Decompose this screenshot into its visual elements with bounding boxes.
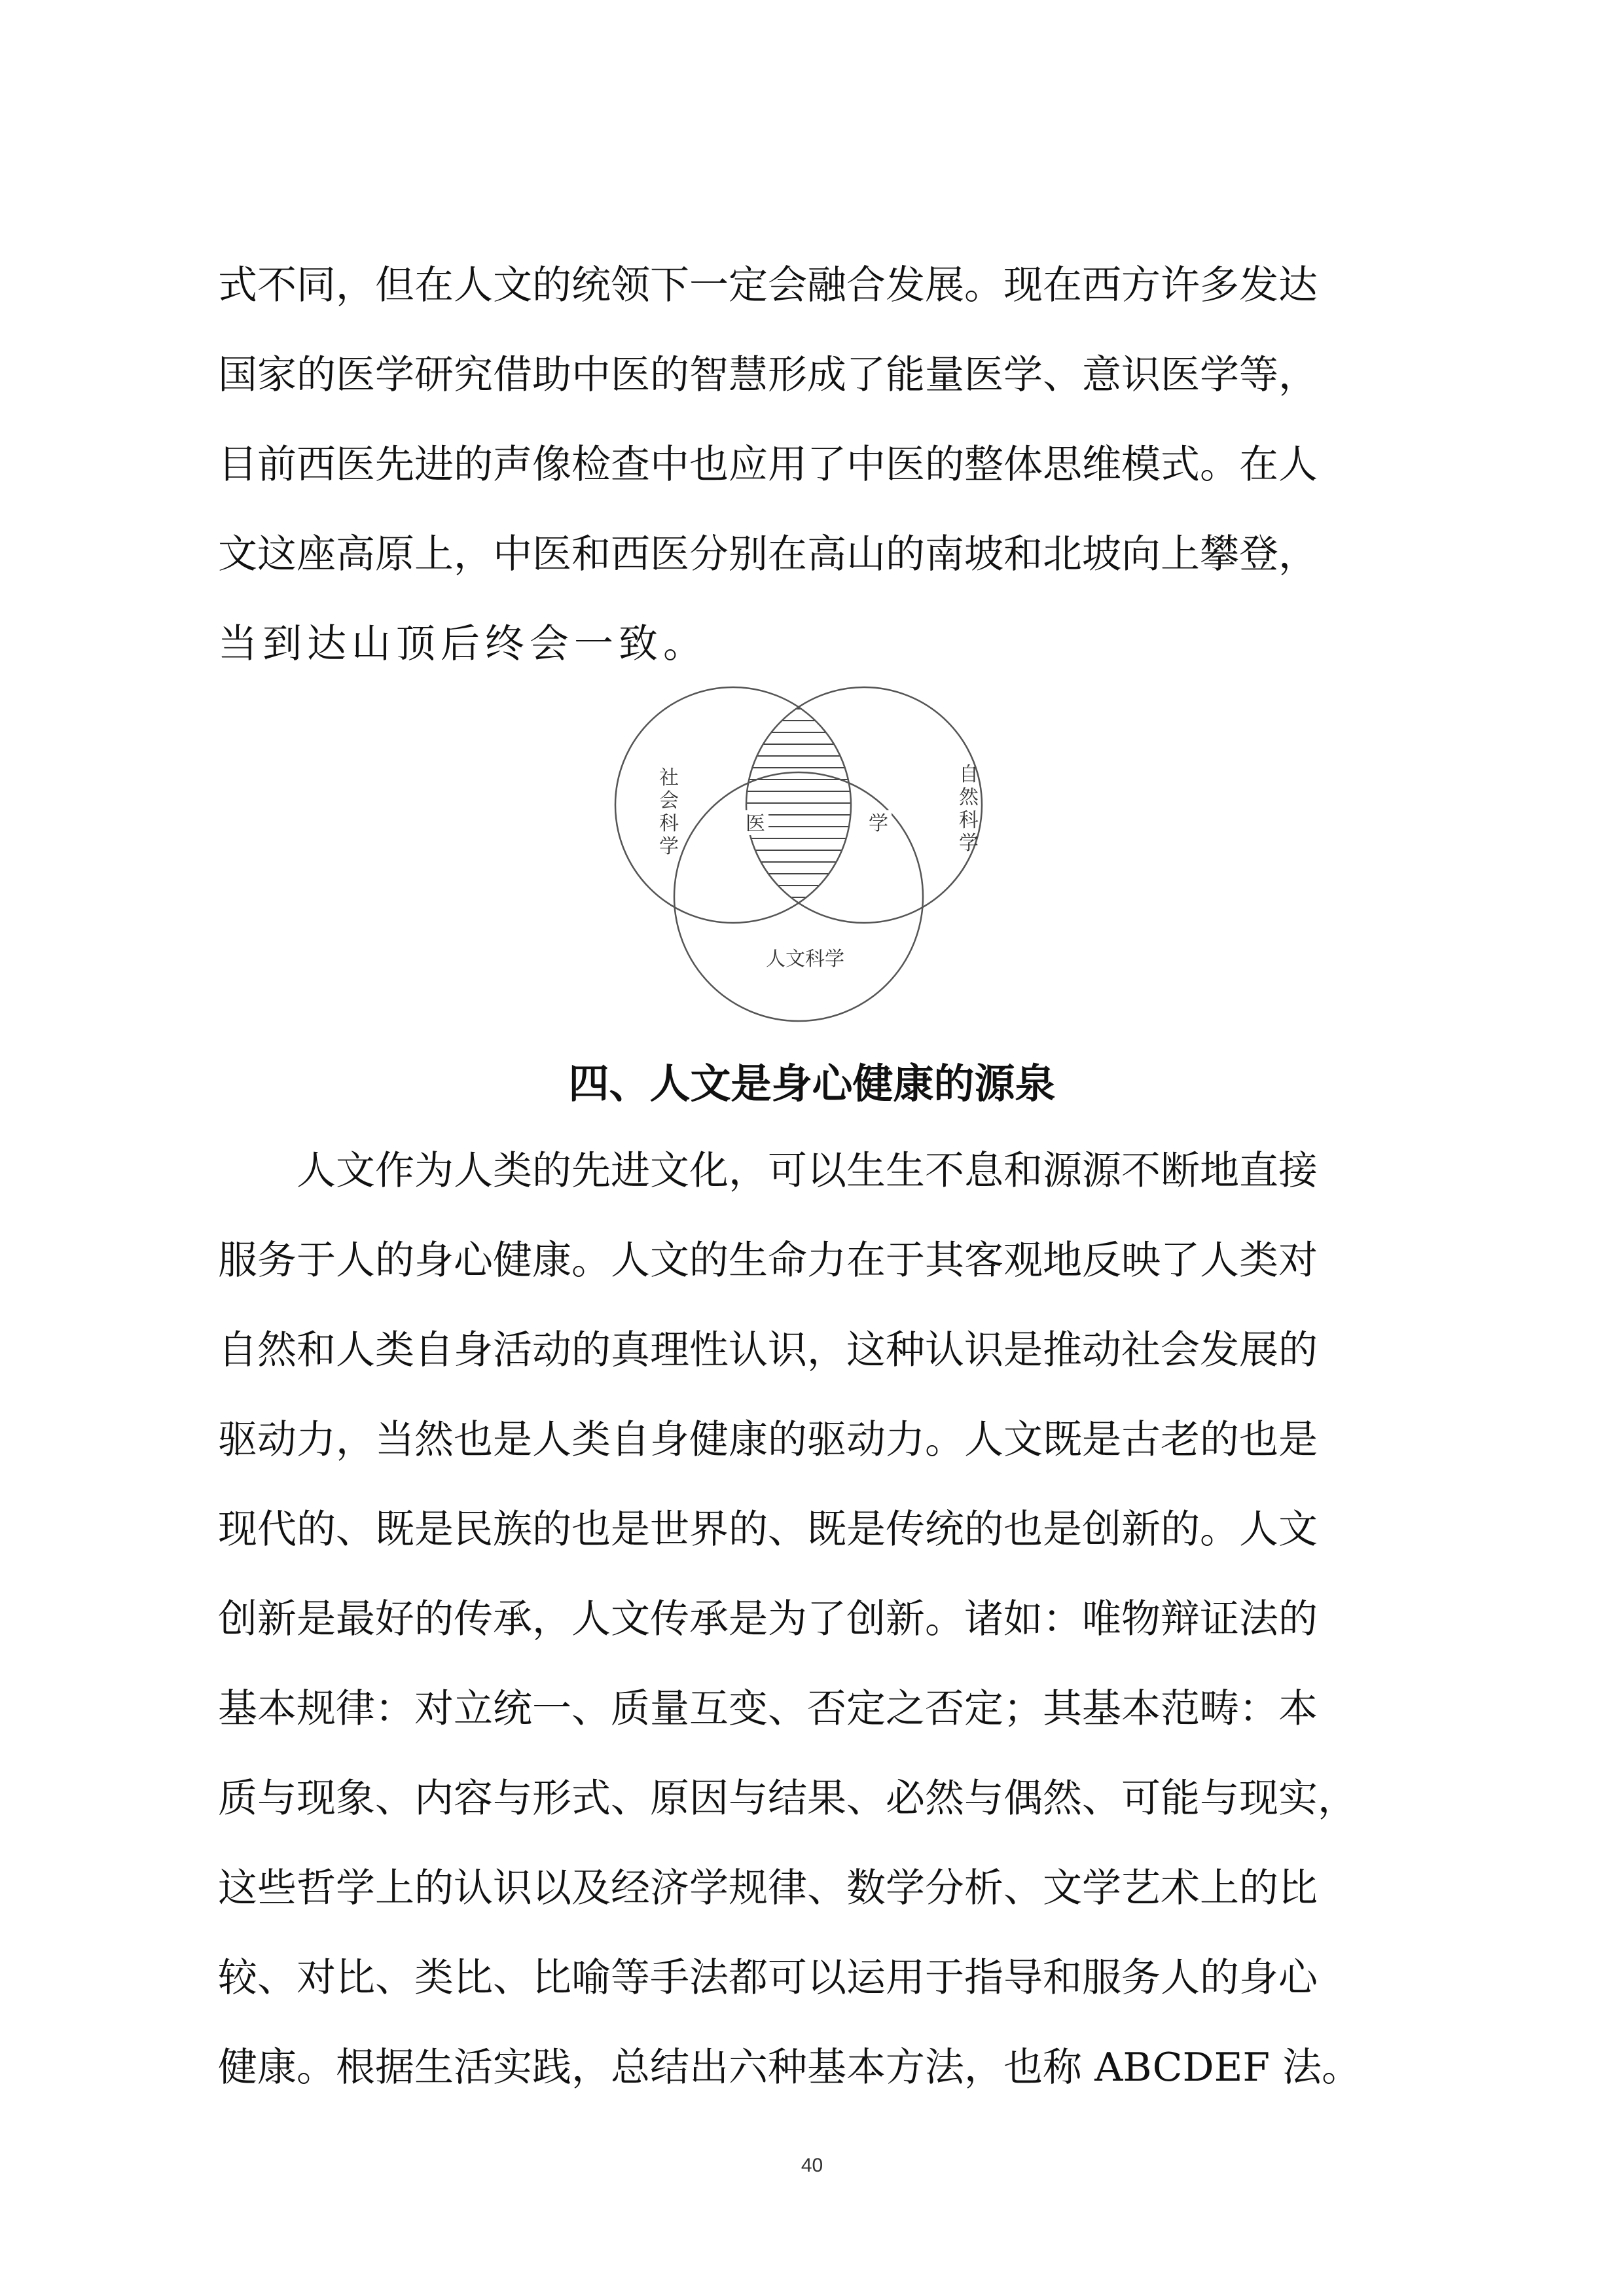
text-line: 基本规律：对立统一、质量互变、否定之否定；其基本范畴：本 [218,1686,1318,1732]
text-line: 较、对比、类比、比喻等手法都可以运用于指导和服务人的身心 [218,1955,1318,2001]
text-line: 这些哲学上的认识以及经济学规律、数学分析、文学艺术上的比 [218,1865,1318,1911]
center-left-label: 医 [746,812,765,835]
right-label-char: 科 [959,809,979,832]
left-label-char: 科 [659,812,679,835]
text-line: 质与现象、内容与形式、原因与结果、必然与偶然、可能与现实， [218,1776,1357,1821]
bottom-label: 人文科学 [766,948,844,971]
text-line: 驱动力，当然也是人类自身健康的驱动力。人文既是古老的也是 [218,1417,1318,1463]
left-label-char: 学 [659,835,679,858]
left-label-char: 会 [659,789,679,812]
text-line: 人文作为人类的先进文化，可以生生不息和源源不断地直接 [297,1148,1318,1194]
right-label-char: 自 [959,763,979,786]
paragraph-2 [218,1126,1416,2113]
paragraph-1 [218,241,1416,689]
venn-diagram [589,668,1060,1034]
center-right-label: 学 [869,812,888,835]
text-line: 现代的、既是民族的也是世界的、既是传统的也是创新的。人文 [218,1507,1318,1552]
text-line: 自然和人类自身活动的真理性认识，这种认识是推动社会发展的 [218,1327,1318,1373]
text-line: 服务于人的身心健康。人文的生命力在于其客观地反映了人类对 [218,1238,1318,1283]
section-heading: 四、人文是身心健康的源泉 [568,1060,1056,1107]
text-line: 创新是最好的传承，人文传承是为了创新。诸如：唯物辩证法的 [218,1596,1318,1642]
text-line: 文这座高原上，中医和西医分别在高山的南坡和北坡向上攀登， [218,531,1318,577]
right-label-char: 然 [959,786,979,809]
text-line: 式不同，但在人文的统领下一定会融合发展。现在西方许多发达 [218,262,1318,308]
left-label-char: 社 [659,766,679,789]
text-line: 目前西医先进的声像检查中也应用了中医的整体思维模式。在人 [218,442,1318,488]
right-label-char: 学 [959,832,979,855]
text-line: 健康。根据生活实践，总结出六种基本方法，也称 ABCDEF 法。 [218,2045,1362,2090]
text-line: 当到达山顶后终会一致。 [218,621,708,667]
text-line: 国家的医学研究借助中医的智慧形成了能量医学、意识医学等， [218,352,1318,398]
page-number: 40 [801,2155,823,2176]
